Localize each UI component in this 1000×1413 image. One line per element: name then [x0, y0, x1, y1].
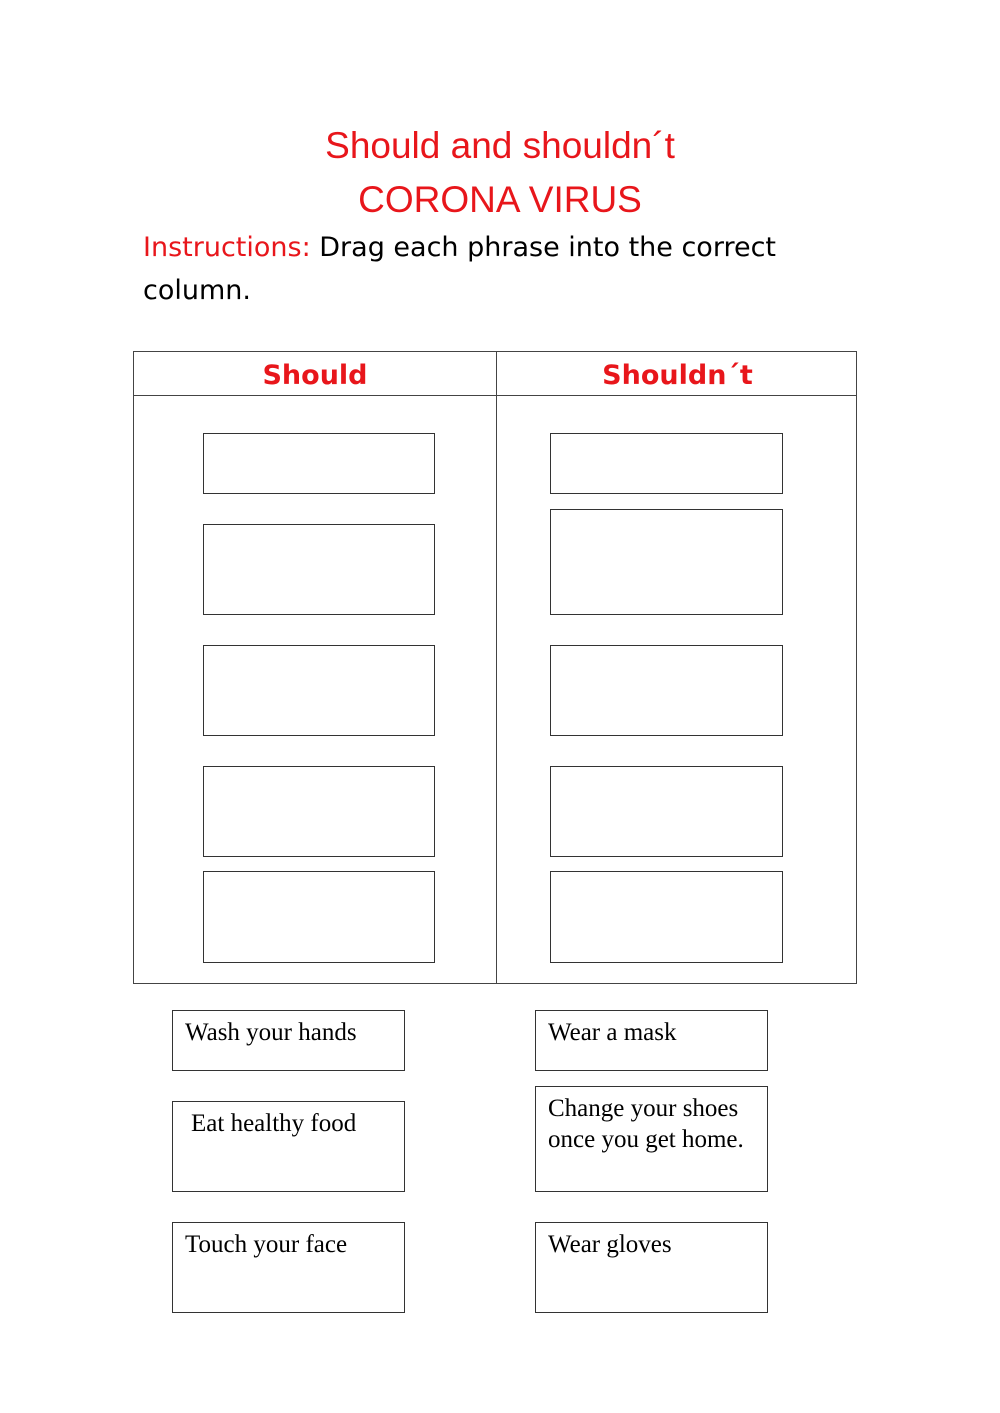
- page-subtitle: CORONA VIRUS: [358, 179, 642, 220]
- column-header-should: Should: [262, 360, 368, 391]
- should-drop-slot[interactable]: [203, 433, 435, 494]
- shouldnt-drop-slot[interactable]: [550, 645, 783, 736]
- shouldnt-drop-slot[interactable]: [550, 509, 783, 615]
- should-drop-slot[interactable]: [203, 524, 435, 615]
- shouldnt-drop-slot[interactable]: [550, 871, 783, 963]
- phrase-card[interactable]: Wear a mask: [535, 1010, 768, 1071]
- instructions: [143, 226, 843, 312]
- phrase-card[interactable]: Change your shoes once you get home.: [535, 1086, 768, 1192]
- shouldnt-drop-slot[interactable]: [550, 766, 783, 857]
- should-drop-slot[interactable]: [203, 871, 435, 963]
- phrase-card[interactable]: Touch your face: [172, 1222, 405, 1313]
- page-title: Should and shouldn´t: [325, 125, 675, 166]
- instructions-label: Instructions:: [143, 232, 311, 263]
- phrase-card[interactable]: Wash your hands: [172, 1010, 405, 1071]
- column-divider: [496, 352, 497, 983]
- column-header-shouldnt: Shouldn´t: [602, 360, 753, 391]
- shouldnt-drop-slot[interactable]: [550, 433, 783, 494]
- should-drop-slot[interactable]: [203, 766, 435, 857]
- phrase-card[interactable]: Eat healthy food: [172, 1101, 405, 1192]
- should-drop-slot[interactable]: [203, 645, 435, 736]
- header-divider: [134, 395, 856, 396]
- phrase-card[interactable]: Wear gloves: [535, 1222, 768, 1313]
- instructions-text: Drag each phrase into the correct column.: [143, 232, 776, 306]
